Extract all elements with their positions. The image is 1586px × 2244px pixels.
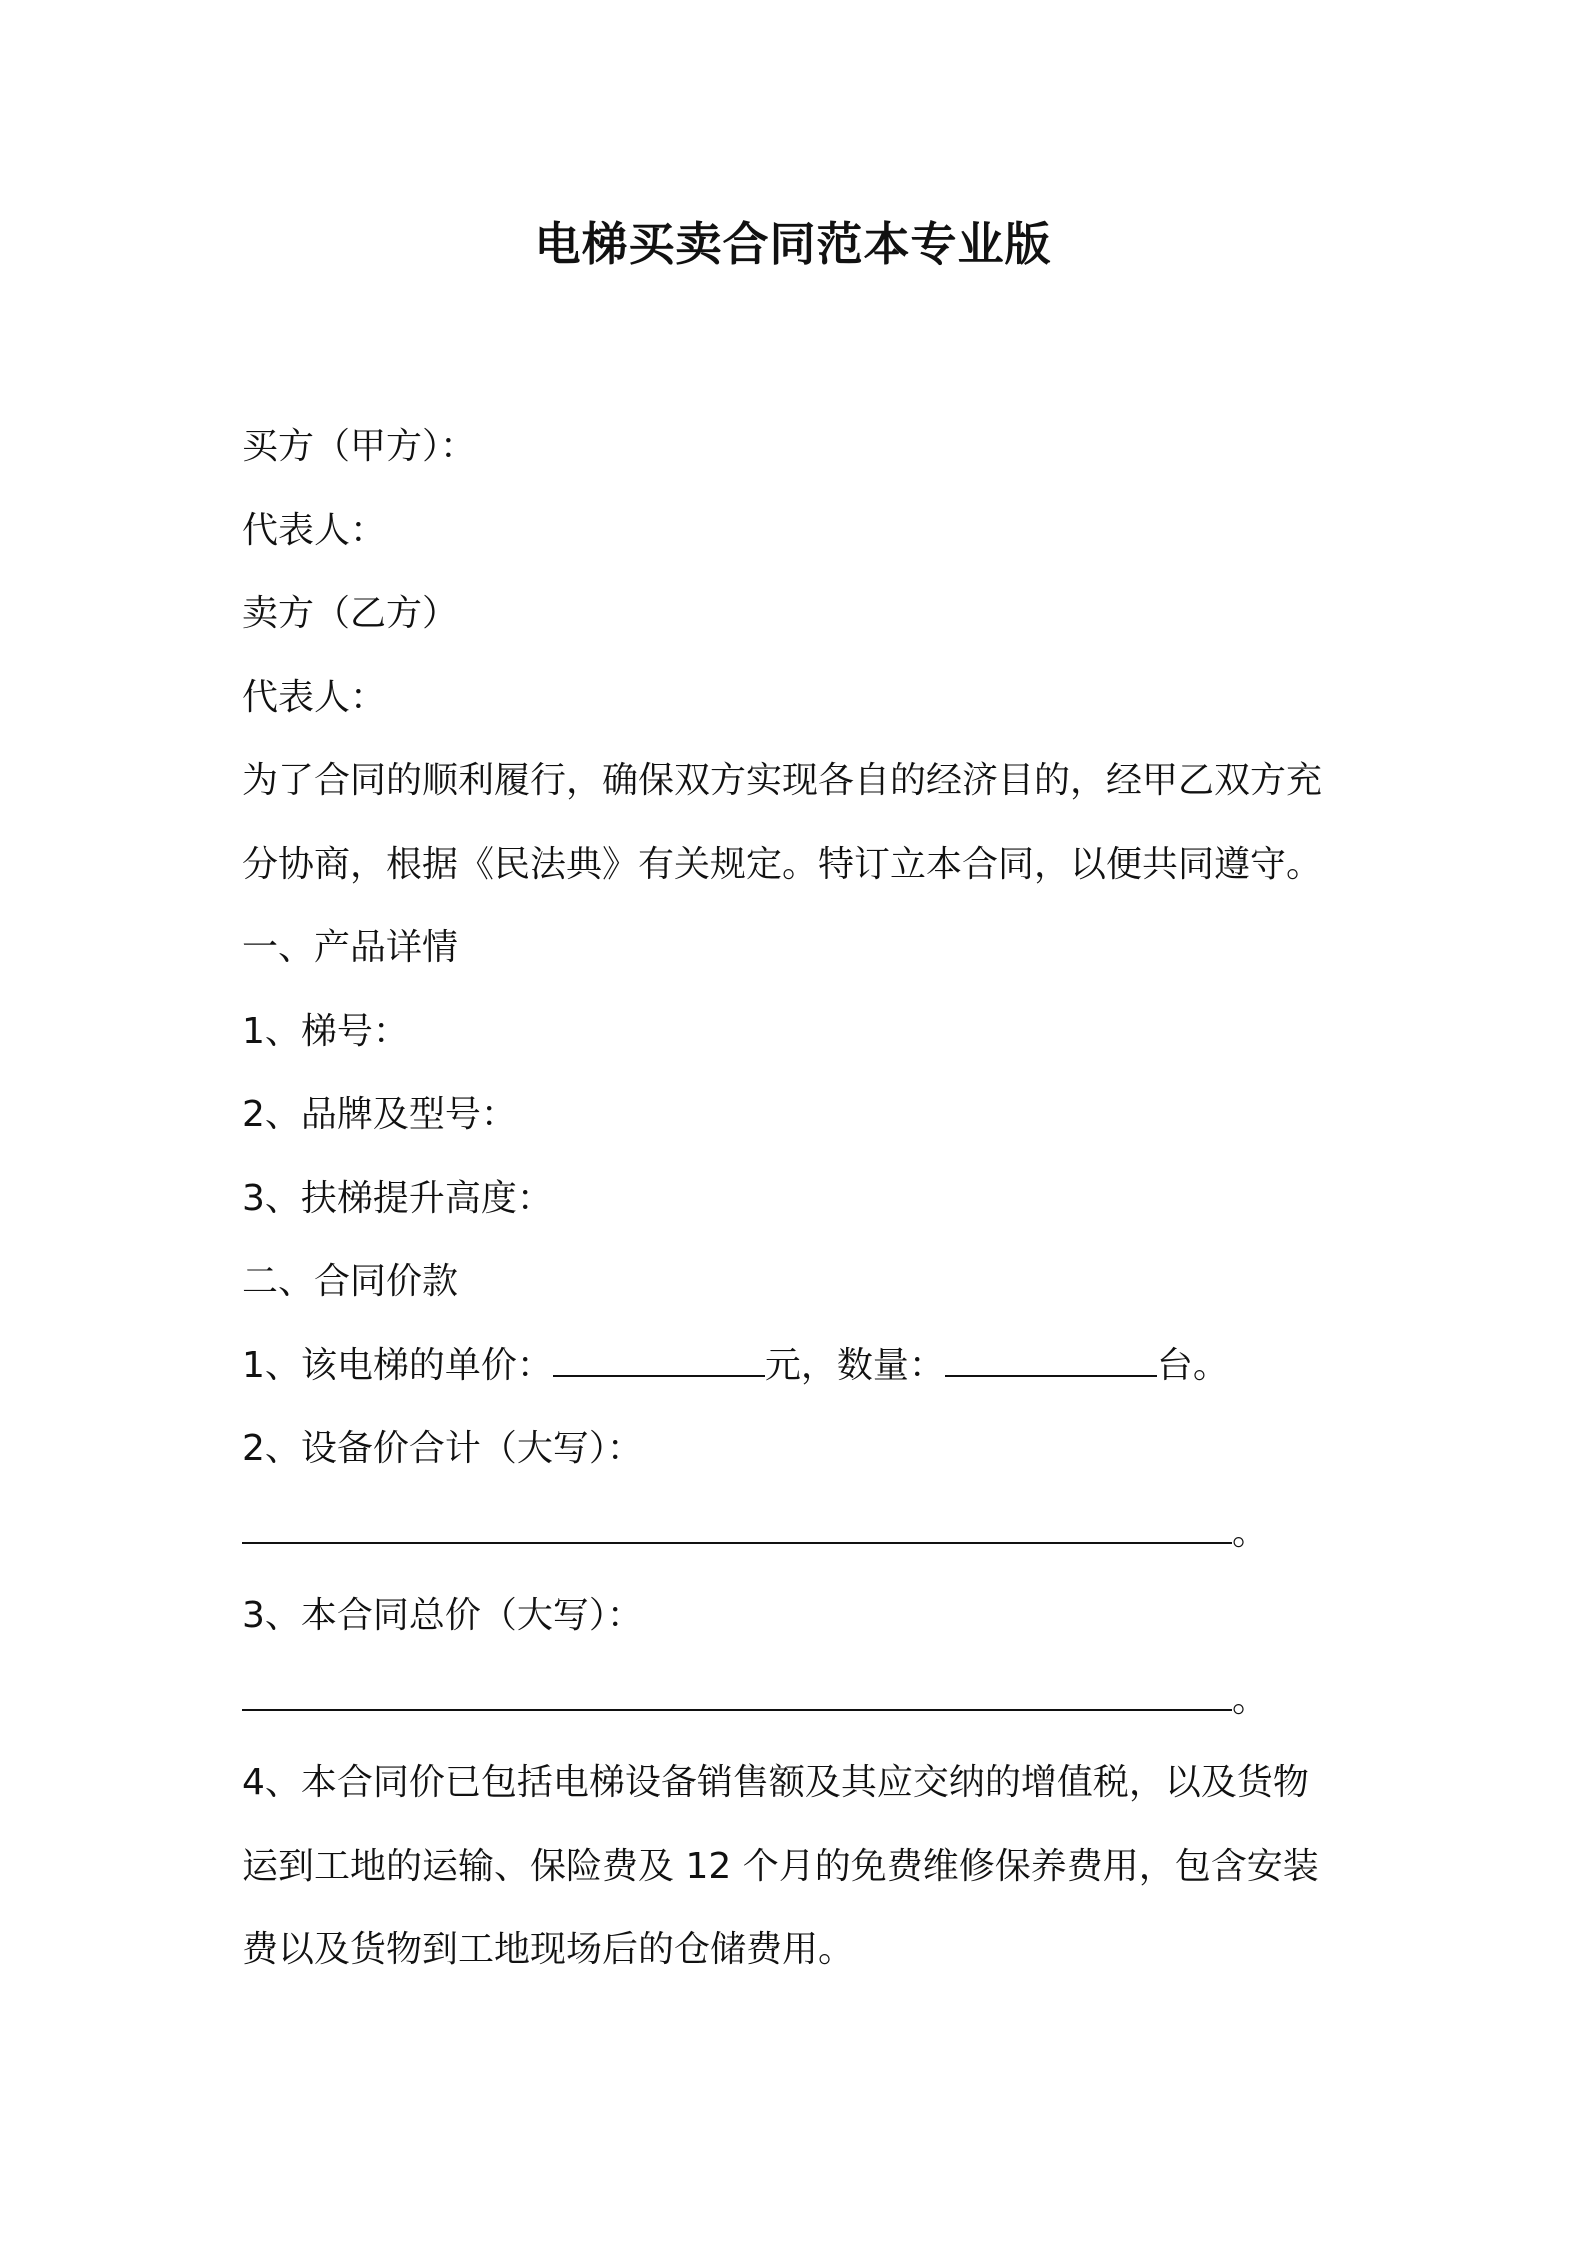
document-title: 电梯买卖合同范本专业版 <box>534 217 1052 271</box>
equipment-total-blank[interactable] <box>242 1512 1232 1544</box>
clause-4-line-3: 费以及货物到工地现场后的仓储费用。 <box>242 1929 855 1970</box>
document-body <box>242 405 1362 1992</box>
unit-price-blank[interactable] <box>553 1345 765 1377</box>
preamble-line-2: 分协商，根据《民法典》有关规定。特订立本合同，以便共同遵守。 <box>242 843 1323 885</box>
item-brand-model: 2、品牌及型号： <box>242 1094 517 1135</box>
unit-price-unit-label: 元，数量： <box>764 1344 945 1386</box>
contract-total-blank[interactable] <box>242 1679 1232 1711</box>
item-lift-height: 3、扶梯提升高度： <box>242 1177 553 1219</box>
contract-total-fill-line <box>242 1658 1362 1742</box>
section-heading-product-details: 一、产品详情 <box>242 927 459 968</box>
contract-total-label: 3、本合同总价（大写）： <box>242 1595 643 1636</box>
quantity-blank[interactable] <box>945 1345 1157 1377</box>
unit-price-line <box>242 1324 1362 1408</box>
contract-total-end-mark: 。 <box>1232 1678 1269 1720</box>
section-heading-contract-price: 二、合同价款 <box>242 1261 459 1302</box>
buyer-line: 买方（甲方）： <box>242 426 477 467</box>
clause-4-line-1: 4、本合同价已包括电梯设备销售额及其应交纳的增值税，以及货物 <box>242 1762 1309 1803</box>
equipment-total-end-mark: 。 <box>1232 1511 1269 1553</box>
seller-representative-line: 代表人： <box>242 676 387 718</box>
equipment-total-label: 2、设备价合计（大写）： <box>242 1428 643 1469</box>
unit-price-label: 1、该电梯的单价： <box>242 1344 553 1386</box>
buyer-representative-line: 代表人： <box>242 509 387 551</box>
item-elevator-number: 1、梯号： <box>242 1010 409 1052</box>
preamble-line-1: 为了合同的顺利履行，确保双方实现各自的经济目的，经甲乙双方充 <box>242 760 1323 801</box>
quantity-unit-label: 台。 <box>1156 1344 1229 1386</box>
equipment-total-fill-line <box>242 1491 1362 1575</box>
clause-4-line-2: 运到工地的运输、保险费及 12 个月的免费维修保养费用，包含安装 <box>242 1845 1319 1887</box>
seller-line: 卖方（乙方） <box>242 593 459 634</box>
